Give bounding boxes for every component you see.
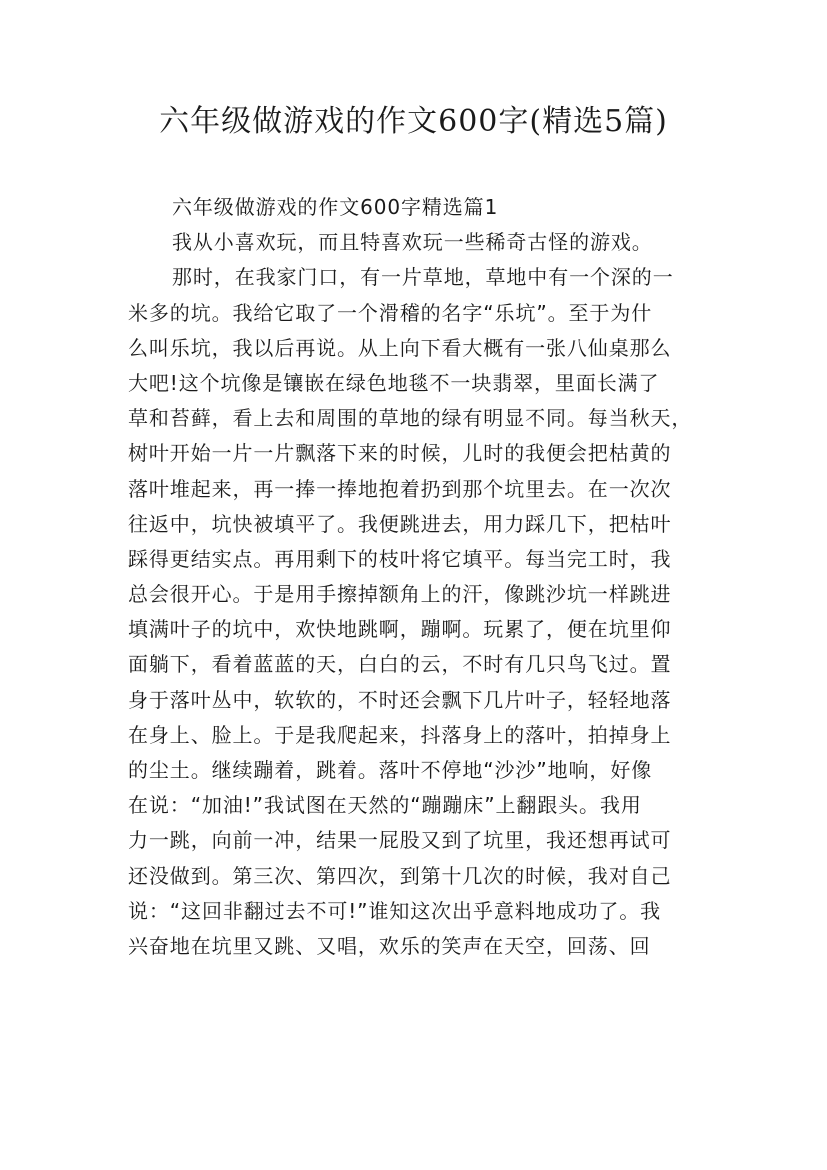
paragraph-line: 还没做到。第三次、第四次，到第十几次的时候，我对自己 [128,863,672,888]
paragraph-line: 填满叶子的坑中，欢快地跳啊，蹦啊。玩累了，便在坑里仰 [128,617,672,642]
paragraph-2 [128,260,702,964]
paragraph-line: 力一跳，向前一冲，结果一屁股又到了坑里，我还想再试可 [128,828,672,853]
paragraph-line: 面躺下，看着蓝蓝的天，白白的云，不时有几只鸟飞过。置 [128,652,672,677]
paragraph-line: 身于落叶丛中，软软的，不时还会飘下几片叶子，轻轻地落 [128,687,672,712]
paragraph-line: 总会很开心。于是用手擦掉额角上的汗，像跳沙坑一样跳进 [128,582,672,607]
paragraph-line: 踩得更结实点。再用剩下的枝叶将它填平。每当完工时，我 [128,546,672,571]
section-heading: 六年级做游戏的作文600字精选篇1 [172,195,499,219]
paragraph-line: 大吧!这个坑像是镶嵌在绿色地毯不一块翡翠，里面长满了 [128,370,660,395]
paragraph-line: 说：“这回非翻过去不可!”谁知这次出乎意料地成功了。我 [128,898,662,923]
paragraph-line: 草和苔藓，看上去和周围的草地的绿有明显不同。每当秋天， [128,406,693,431]
paragraph-line: 么叫乐坑，我以后再说。从上向下看大概有一张八仙桌那么 [128,335,672,360]
document-body [128,190,702,964]
paragraph-line: 的尘土。继续蹦着，跳着。落叶不停地“沙沙”地响，好像 [128,758,653,782]
paragraph-line: 落叶堆起来，再一捧一捧地抱着扔到那个坑里去。在一次次 [128,476,672,501]
paragraph-line: 那时，在我家门口，有一片草地，草地中有一个深的一 [172,265,674,290]
paragraph-1: 我从小喜欢玩，而且特喜欢玩一些稀奇古怪的游戏。 [172,230,653,255]
paragraph-line: 往返中，坑快被填平了。我便跳进去，用力踩几下，把枯叶 [128,511,672,536]
paragraph-line: 在说：“加油!”我试图在天然的“蹦蹦床”上翻跟头。我用 [128,793,642,818]
paragraph-line: 兴奋地在坑里又跳、又唱，欢乐的笑声在天空，回荡、回 [128,933,651,958]
document-title: 六年级做游戏的作文600字(精选5篇) [159,104,668,139]
paragraph-line: 在身上、脸上。于是我爬起来，抖落身上的落叶，拍掉身上 [128,722,672,747]
paragraph-line: 米多的坑。我给它取了一个滑稽的名字“乐坑”。至于为什 [128,300,653,325]
paragraph-line: 树叶开始一片一片飘落下来的时候，儿时的我便会把枯黄的 [128,441,672,466]
